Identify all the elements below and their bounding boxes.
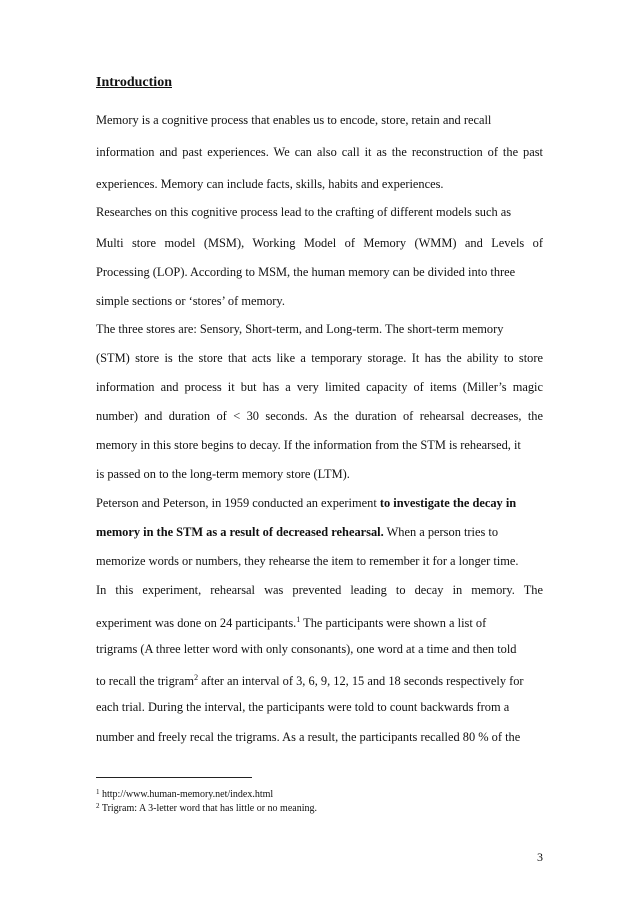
footnote-rule [96,777,252,778]
text-line [96,495,543,511]
text-span: Multi store model (MSM), Working Model of Memory (WMM) and Levels of [96,236,543,250]
text-span: The three stores are: Sensory, Short-term, and Long-term. The short-term memory [96,322,504,336]
text-line [96,612,543,631]
text-line [96,321,543,337]
text-line [96,729,543,745]
text-span: trigrams (A three letter word with only consonants), one word at a time and then told [96,642,517,656]
text-span: memorize words or numbers, they rehearse the item to remember it for a longer time. [96,554,519,568]
text-span: each trial. During the interval, the participants were told to count backwards from a [96,700,510,714]
section-heading: Introduction [96,75,172,90]
text-line [96,350,543,366]
text-span: (STM) store is the store that acts like a temporary storage. It has the ability to store [96,351,543,365]
text-span: Researches on this cognitive process lead to the crafting of different models such as [96,205,512,219]
text-line [96,112,543,128]
footnote-mark: 1 [96,788,100,796]
text-span: is passed on to the long-term memory store (LTM). [96,467,350,481]
bold-text: to investigate the decay in [379,496,517,510]
text-line [96,235,543,251]
text-line [96,641,543,657]
text-line [96,176,543,192]
text-span: Memory is a cognitive process that enables us to encode, store, retain and recall [96,113,492,127]
text-line [96,582,543,598]
footnote-mark: 2 [96,802,100,810]
footnote-ref: 2 [194,673,199,682]
text-line [96,379,543,395]
text-span: simple sections or ‘stores’ of memory. [96,294,285,308]
text-line [96,293,543,309]
text-line [96,524,543,540]
text-span: In this experiment, rehearsal was prevented leading to decay in memory. The [96,583,543,597]
text-line [96,437,543,453]
text-span: experiences. Memory can include facts, skills, habits and experiences. [96,177,444,191]
text-line [96,670,543,689]
text-span: after an interval of 3, 6, 9, 12, 15 and 18 seconds respectively for [198,674,524,688]
text-line [96,553,543,569]
text-line [96,699,543,715]
footnote [96,786,273,801]
page-number: 3 [537,850,543,864]
footnote-ref: 1 [296,615,301,624]
text-span: Peterson and Peterson, in 1959 conducted an experiment [96,496,380,510]
text-line [96,204,543,220]
footnote-text: http://www.human-memory.net/index.html [99,789,274,800]
bold-text: memory in the STM as a result of decreased rehearsal. [96,525,384,539]
text-span: information and past experiences. We can also call it as the reconstruction of the past [96,145,543,159]
text-span: to recall the trigram [96,674,195,688]
text-span: number and freely recal the trigrams. As a result, the participants recalled 80 % of the [96,730,521,744]
footnote [96,800,317,815]
text-line [96,264,543,280]
text-line [96,408,543,424]
text-span: memory in this store begins to decay. If the information from the STM is rehearsed, it [96,438,521,452]
text-span: When a person tries to [383,525,499,539]
footnote-text: Trigram: A 3-letter word that has little or no meaning. [99,803,317,814]
text-line [96,144,543,160]
text-span: experiment was done on 24 participants. [96,616,297,630]
text-span: Processing (LOP). According to MSM, the human memory can be divided into three [96,265,516,279]
text-span: information and process it but has a very limited capacity of items (Miller’s magic [96,380,543,394]
text-span: number) and duration of < 30 seconds. As the duration of rehearsal decreases, the [96,409,543,423]
text-span: The participants were shown a list of [300,616,487,630]
text-line [96,466,543,482]
